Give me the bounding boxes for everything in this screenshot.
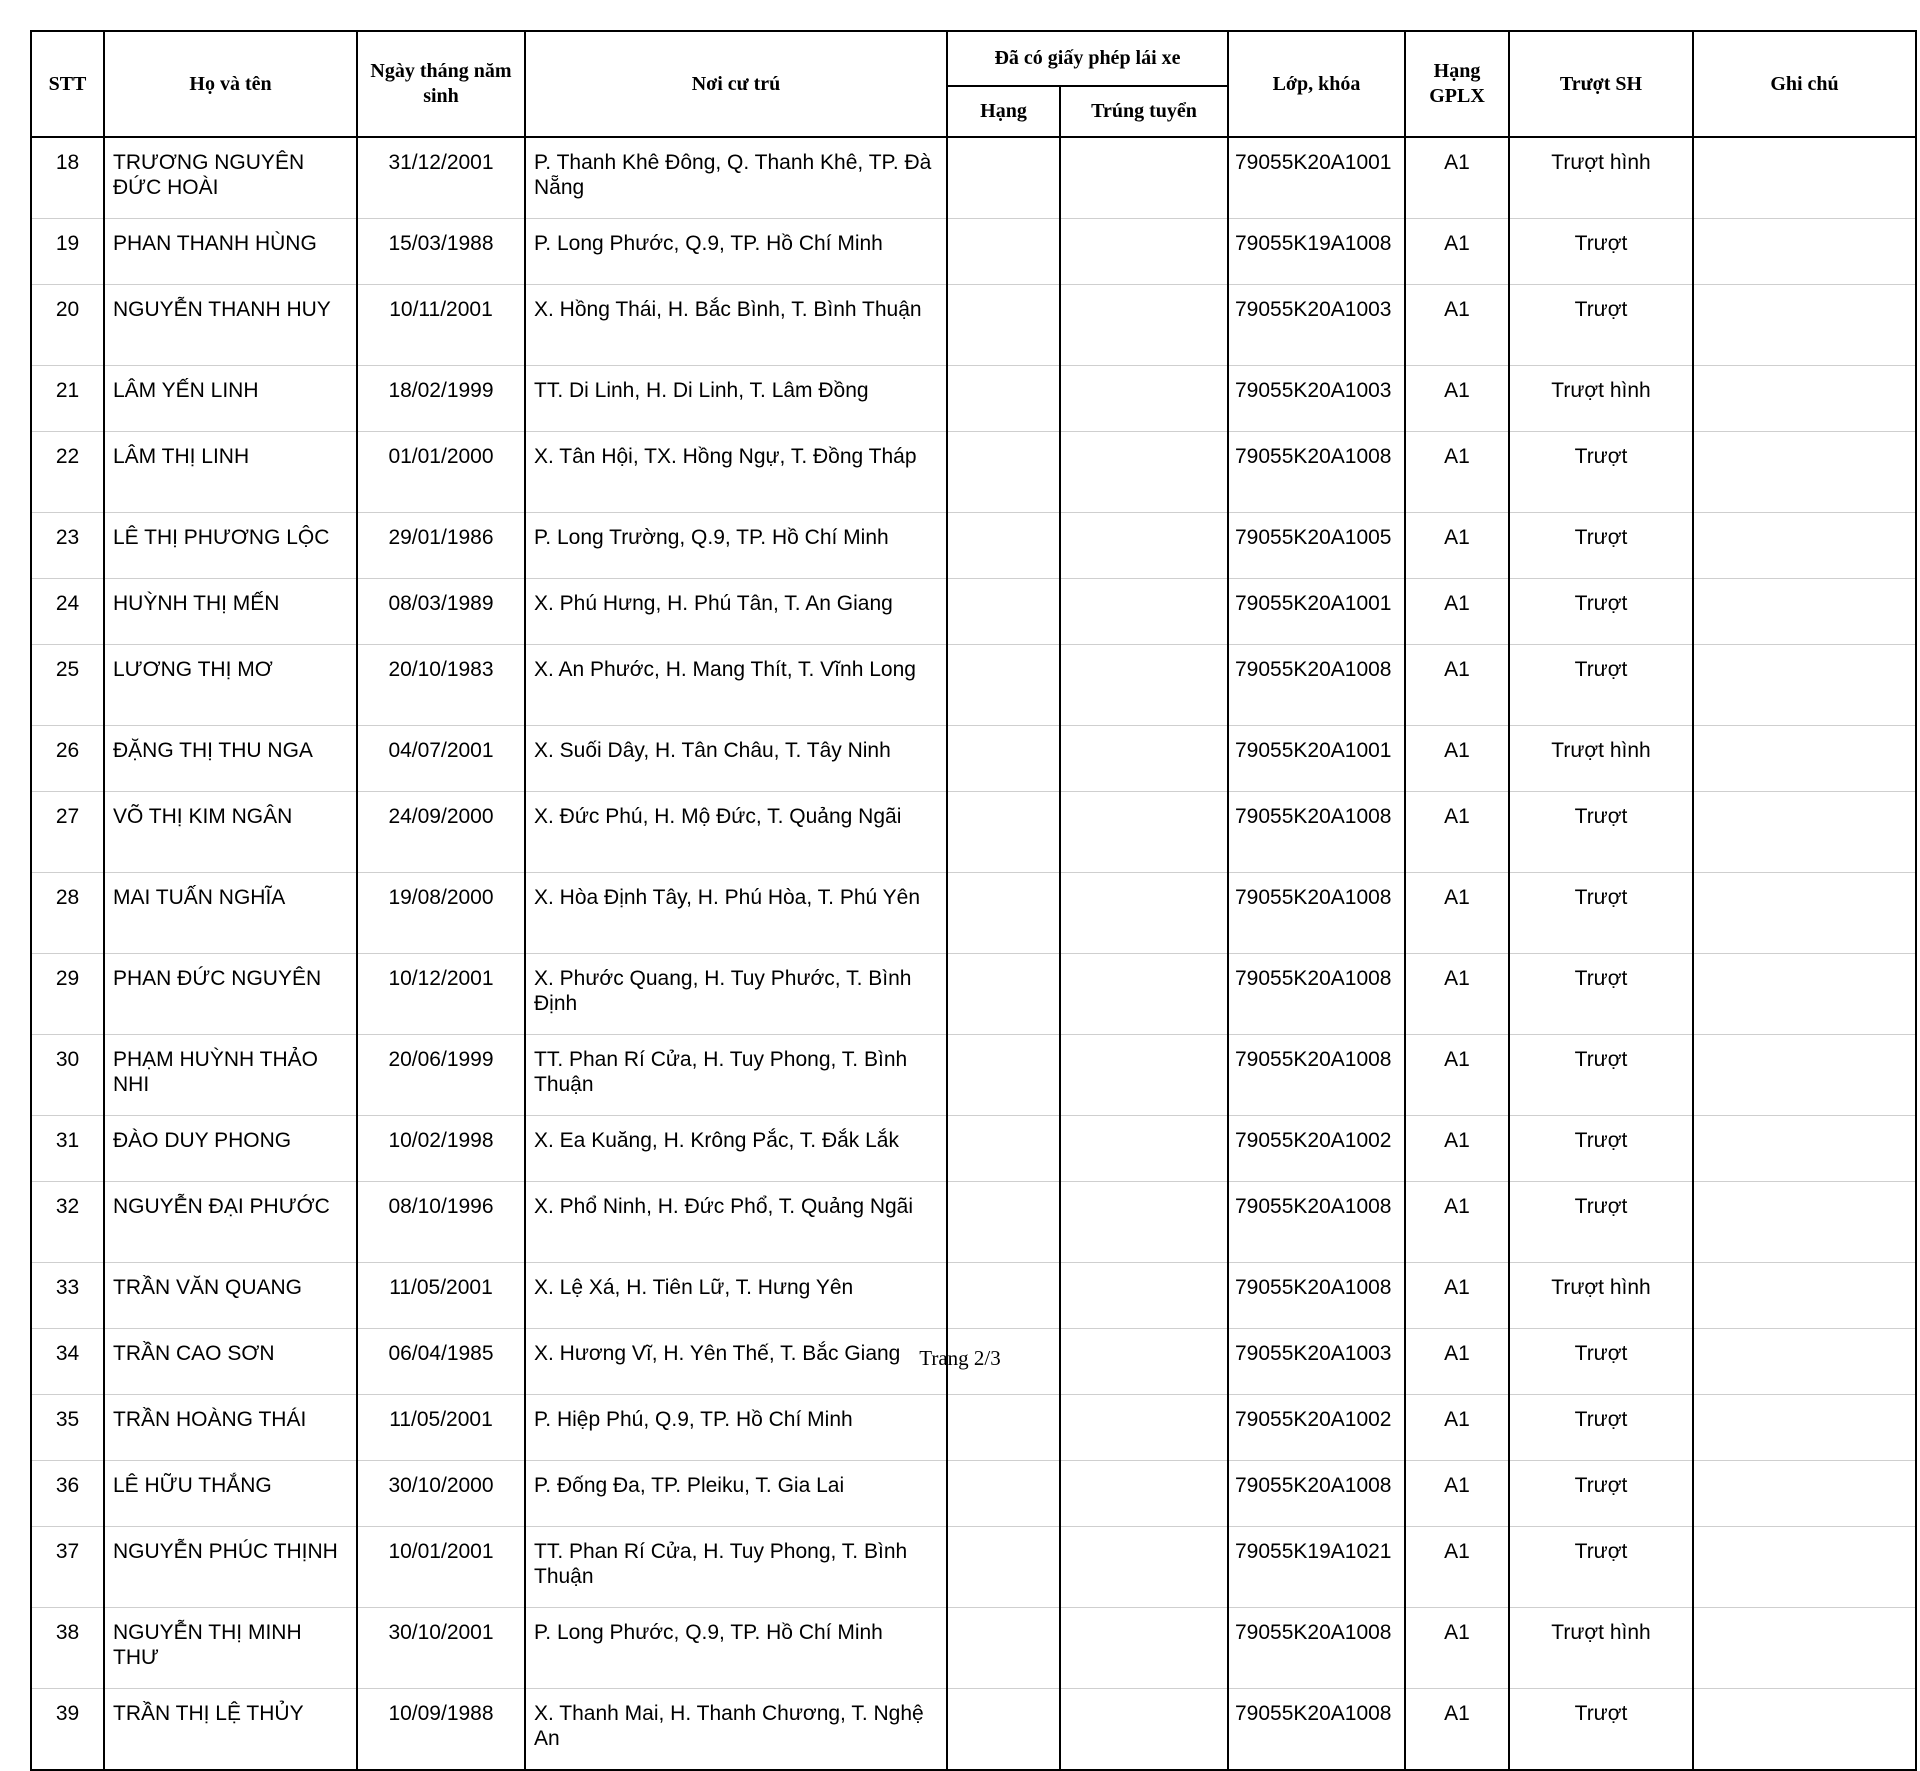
- cell-result: Trượt hình: [1509, 1608, 1693, 1689]
- cell-dob: 06/04/1985: [357, 1329, 525, 1395]
- cell-name: LƯƠNG THỊ MƠ: [104, 645, 357, 726]
- cell-dob: 19/08/2000: [357, 873, 525, 954]
- cell-license-class: [947, 792, 1060, 873]
- cell-license-passed: [1060, 1182, 1228, 1263]
- cell-gplx: A1: [1405, 954, 1509, 1035]
- cell-name: NGUYỄN THỊ MINH THƯ: [104, 1608, 357, 1689]
- cell-note: [1693, 579, 1916, 645]
- cell-stt: 26: [31, 726, 104, 792]
- cell-class: 79055K20A1001: [1228, 579, 1405, 645]
- cell-license-passed: [1060, 1116, 1228, 1182]
- cell-gplx: A1: [1405, 366, 1509, 432]
- cell-note: [1693, 366, 1916, 432]
- cell-gplx: A1: [1405, 1035, 1509, 1116]
- cell-result: Trượt: [1509, 1116, 1693, 1182]
- cell-name: ĐÀO DUY PHONG: [104, 1116, 357, 1182]
- cell-license-passed: [1060, 1263, 1228, 1329]
- cell-name: HUỲNH THỊ MẾN: [104, 579, 357, 645]
- cell-class: 79055K20A1003: [1228, 285, 1405, 366]
- table-row: [31, 1263, 1916, 1329]
- cell-name: LÊ HỮU THẮNG: [104, 1461, 357, 1527]
- cell-gplx: A1: [1405, 219, 1509, 285]
- cell-dob: 10/02/1998: [357, 1116, 525, 1182]
- cell-license-class: [947, 1116, 1060, 1182]
- cell-gplx: A1: [1405, 285, 1509, 366]
- cell-license-passed: [1060, 645, 1228, 726]
- cell-stt: 31: [31, 1116, 104, 1182]
- cell-address: TT. Phan Rí Cửa, H. Tuy Phong, T. Bình Thuận: [525, 1527, 947, 1608]
- cell-note: [1693, 1608, 1916, 1689]
- cell-license-class: [947, 726, 1060, 792]
- cell-stt: 19: [31, 219, 104, 285]
- header-stt: STT: [31, 31, 104, 137]
- cell-result: Trượt: [1509, 219, 1693, 285]
- header-gplx: Hạng GPLX: [1405, 31, 1509, 137]
- cell-gplx: A1: [1405, 873, 1509, 954]
- cell-note: [1693, 432, 1916, 513]
- cell-class: 79055K20A1008: [1228, 954, 1405, 1035]
- header-name: Họ và tên: [104, 31, 357, 137]
- cell-license-class: [947, 873, 1060, 954]
- cell-class: 79055K20A1008: [1228, 792, 1405, 873]
- cell-name: TRƯƠNG NGUYÊN ĐỨC HOÀI: [104, 137, 357, 219]
- cell-dob: 24/09/2000: [357, 792, 525, 873]
- cell-license-class: [947, 1395, 1060, 1461]
- cell-result: Trượt: [1509, 1329, 1693, 1395]
- table-row: [31, 954, 1916, 1035]
- cell-address: P. Đống Đa, TP. Pleiku, T. Gia Lai: [525, 1461, 947, 1527]
- table-row: [31, 366, 1916, 432]
- cell-dob: 10/11/2001: [357, 285, 525, 366]
- cell-license-passed: [1060, 1689, 1228, 1771]
- table-row: [31, 432, 1916, 513]
- table-row: [31, 1116, 1916, 1182]
- cell-gplx: A1: [1405, 1116, 1509, 1182]
- table-header: [31, 31, 1916, 137]
- cell-dob: 20/06/1999: [357, 1035, 525, 1116]
- table-row: [31, 1035, 1916, 1116]
- cell-note: [1693, 1263, 1916, 1329]
- cell-gplx: A1: [1405, 137, 1509, 219]
- cell-class: 79055K20A1008: [1228, 1608, 1405, 1689]
- cell-result: Trượt: [1509, 792, 1693, 873]
- cell-class: 79055K20A1008: [1228, 1689, 1405, 1771]
- cell-name: PHAN THANH HÙNG: [104, 219, 357, 285]
- cell-license-class: [947, 432, 1060, 513]
- cell-license-passed: [1060, 579, 1228, 645]
- cell-license-passed: [1060, 1035, 1228, 1116]
- table-row: [31, 1182, 1916, 1263]
- cell-class: 79055K20A1008: [1228, 1182, 1405, 1263]
- cell-address: TT. Di Linh, H. Di Linh, T. Lâm Đồng: [525, 366, 947, 432]
- cell-name: PHAN ĐỨC NGUYÊN: [104, 954, 357, 1035]
- cell-class: 79055K20A1008: [1228, 1263, 1405, 1329]
- cell-license-class: [947, 137, 1060, 219]
- cell-license-class: [947, 1182, 1060, 1263]
- cell-stt: 38: [31, 1608, 104, 1689]
- cell-result: Trượt: [1509, 513, 1693, 579]
- cell-gplx: A1: [1405, 1263, 1509, 1329]
- cell-note: [1693, 1035, 1916, 1116]
- table-row: [31, 1527, 1916, 1608]
- cell-license-class: [947, 1689, 1060, 1771]
- cell-dob: 10/01/2001: [357, 1527, 525, 1608]
- cell-note: [1693, 1689, 1916, 1771]
- cell-class: 79055K20A1002: [1228, 1395, 1405, 1461]
- cell-gplx: A1: [1405, 1182, 1509, 1263]
- cell-note: [1693, 285, 1916, 366]
- cell-address: X. Phước Quang, H. Tuy Phước, T. Bình Định: [525, 954, 947, 1035]
- cell-address: P. Thanh Khê Đông, Q. Thanh Khê, TP. Đà Nẵng: [525, 137, 947, 219]
- cell-name: LÂM THỊ LINH: [104, 432, 357, 513]
- cell-gplx: A1: [1405, 726, 1509, 792]
- cell-class: 79055K20A1008: [1228, 1035, 1405, 1116]
- cell-license-passed: [1060, 1461, 1228, 1527]
- table-body: [31, 137, 1916, 1770]
- cell-address: TT. Phan Rí Cửa, H. Tuy Phong, T. Bình Thuận: [525, 1035, 947, 1116]
- cell-note: [1693, 1527, 1916, 1608]
- table-row: [31, 219, 1916, 285]
- results-sheet: [30, 30, 1915, 1771]
- cell-license-class: [947, 513, 1060, 579]
- cell-stt: 37: [31, 1527, 104, 1608]
- cell-stt: 28: [31, 873, 104, 954]
- cell-result: Trượt: [1509, 1395, 1693, 1461]
- cell-name: MAI TUẤN NGHĨA: [104, 873, 357, 954]
- cell-gplx: A1: [1405, 579, 1509, 645]
- cell-address: X. Hương Vĩ, H. Yên Thế, T. Bắc Giang: [525, 1329, 947, 1395]
- table-row: [31, 1608, 1916, 1689]
- cell-name: VÕ THỊ KIM NGÂN: [104, 792, 357, 873]
- cell-license-passed: [1060, 873, 1228, 954]
- cell-note: [1693, 1116, 1916, 1182]
- cell-gplx: A1: [1405, 513, 1509, 579]
- cell-license-class: [947, 645, 1060, 726]
- table-row: [31, 1461, 1916, 1527]
- cell-result: Trượt hình: [1509, 1263, 1693, 1329]
- table-row: [31, 1689, 1916, 1771]
- cell-address: X. Lệ Xá, H. Tiên Lữ, T. Hưng Yên: [525, 1263, 947, 1329]
- cell-stt: 23: [31, 513, 104, 579]
- cell-license-passed: [1060, 792, 1228, 873]
- cell-stt: 39: [31, 1689, 104, 1771]
- cell-dob: 15/03/1988: [357, 219, 525, 285]
- table-row: [31, 137, 1916, 219]
- table-row: [31, 579, 1916, 645]
- cell-name: NGUYỄN THANH HUY: [104, 285, 357, 366]
- cell-class: 79055K20A1005: [1228, 513, 1405, 579]
- cell-address: X. Thanh Mai, H. Thanh Chương, T. Nghệ An: [525, 1689, 947, 1771]
- cell-dob: 31/12/2001: [357, 137, 525, 219]
- cell-stt: 36: [31, 1461, 104, 1527]
- cell-class: 79055K20A1008: [1228, 873, 1405, 954]
- header-address: Nơi cư trú: [525, 31, 947, 137]
- cell-license-class: [947, 1035, 1060, 1116]
- cell-address: P. Hiệp Phú, Q.9, TP. Hồ Chí Minh: [525, 1395, 947, 1461]
- cell-note: [1693, 1395, 1916, 1461]
- cell-result: Trượt: [1509, 285, 1693, 366]
- cell-dob: 08/03/1989: [357, 579, 525, 645]
- cell-license-class: [947, 1461, 1060, 1527]
- cell-license-passed: [1060, 219, 1228, 285]
- cell-name: LÊ THỊ PHƯƠNG LỘC: [104, 513, 357, 579]
- cell-result: Trượt hình: [1509, 366, 1693, 432]
- table-row: [31, 513, 1916, 579]
- table-row: [31, 726, 1916, 792]
- cell-class: 79055K19A1021: [1228, 1527, 1405, 1608]
- cell-stt: 33: [31, 1263, 104, 1329]
- cell-license-class: [947, 1527, 1060, 1608]
- cell-license-passed: [1060, 954, 1228, 1035]
- cell-result: Trượt: [1509, 1689, 1693, 1771]
- cell-name: PHẠM HUỲNH THẢO NHI: [104, 1035, 357, 1116]
- cell-note: [1693, 954, 1916, 1035]
- cell-license-class: [947, 285, 1060, 366]
- cell-license-passed: [1060, 1608, 1228, 1689]
- cell-class: 79055K20A1002: [1228, 1116, 1405, 1182]
- cell-gplx: A1: [1405, 1329, 1509, 1395]
- table-row: [31, 1395, 1916, 1461]
- cell-name: ĐẶNG THỊ THU NGA: [104, 726, 357, 792]
- cell-class: 79055K20A1003: [1228, 1329, 1405, 1395]
- cell-license-passed: [1060, 726, 1228, 792]
- cell-gplx: A1: [1405, 1461, 1509, 1527]
- page-number: Trang 2/3: [919, 1346, 1001, 1370]
- cell-class: 79055K20A1008: [1228, 1461, 1405, 1527]
- cell-stt: 35: [31, 1395, 104, 1461]
- cell-result: Trượt: [1509, 1527, 1693, 1608]
- cell-class: 79055K20A1008: [1228, 432, 1405, 513]
- cell-license-passed: [1060, 513, 1228, 579]
- header-dob: Ngày tháng năm sinh: [357, 31, 525, 137]
- cell-stt: 29: [31, 954, 104, 1035]
- header-result: Trượt SH: [1509, 31, 1693, 137]
- cell-address: X. Đức Phú, H. Mộ Đức, T. Quảng Ngãi: [525, 792, 947, 873]
- cell-address: X. Hồng Thái, H. Bắc Bình, T. Bình Thuận: [525, 285, 947, 366]
- cell-license-class: [947, 219, 1060, 285]
- cell-dob: 10/09/1988: [357, 1689, 525, 1771]
- cell-class: 79055K20A1008: [1228, 645, 1405, 726]
- cell-result: Trượt: [1509, 579, 1693, 645]
- cell-result: Trượt hình: [1509, 726, 1693, 792]
- cell-dob: 29/01/1986: [357, 513, 525, 579]
- cell-note: [1693, 513, 1916, 579]
- cell-address: X. Hòa Định Tây, H. Phú Hòa, T. Phú Yên: [525, 873, 947, 954]
- cell-gplx: A1: [1405, 1395, 1509, 1461]
- cell-license-class: [947, 366, 1060, 432]
- cell-name: TRẦN HOÀNG THÁI: [104, 1395, 357, 1461]
- cell-dob: 11/05/2001: [357, 1263, 525, 1329]
- header-license-passed: Trúng tuyển: [1060, 86, 1228, 137]
- cell-stt: 25: [31, 645, 104, 726]
- cell-address: X. Ea Kuăng, H. Krông Pắc, T. Đắk Lắk: [525, 1116, 947, 1182]
- cell-address: X. Suối Dây, H. Tân Châu, T. Tây Ninh: [525, 726, 947, 792]
- cell-name: NGUYỄN ĐẠI PHƯỚC: [104, 1182, 357, 1263]
- cell-result: Trượt: [1509, 645, 1693, 726]
- table-row: [31, 792, 1916, 873]
- cell-license-class: [947, 1608, 1060, 1689]
- cell-stt: 24: [31, 579, 104, 645]
- header-note: Ghi chú: [1693, 31, 1916, 137]
- cell-license-class: [947, 1263, 1060, 1329]
- cell-dob: 08/10/1996: [357, 1182, 525, 1263]
- cell-license-passed: [1060, 432, 1228, 513]
- cell-gplx: A1: [1405, 1527, 1509, 1608]
- cell-address: X. Tân Hội, TX. Hồng Ngự, T. Đồng Tháp: [525, 432, 947, 513]
- cell-name: NGUYỄN PHÚC THỊNH: [104, 1527, 357, 1608]
- cell-gplx: A1: [1405, 645, 1509, 726]
- cell-stt: 27: [31, 792, 104, 873]
- cell-result: Trượt: [1509, 1035, 1693, 1116]
- cell-note: [1693, 137, 1916, 219]
- cell-dob: 30/10/2000: [357, 1461, 525, 1527]
- cell-class: 79055K20A1003: [1228, 366, 1405, 432]
- cell-gplx: A1: [1405, 792, 1509, 873]
- cell-note: [1693, 645, 1916, 726]
- table-row: [31, 873, 1916, 954]
- cell-result: Trượt: [1509, 1182, 1693, 1263]
- failed-candidates-table: [30, 30, 1917, 1771]
- cell-class: 79055K20A1001: [1228, 726, 1405, 792]
- cell-name: LÂM YẾN LINH: [104, 366, 357, 432]
- cell-result: Trượt: [1509, 954, 1693, 1035]
- cell-license-passed: [1060, 1527, 1228, 1608]
- cell-stt: 18: [31, 137, 104, 219]
- cell-address: P. Long Trường, Q.9, TP. Hồ Chí Minh: [525, 513, 947, 579]
- cell-result: Trượt: [1509, 873, 1693, 954]
- cell-class: 79055K20A1001: [1228, 137, 1405, 219]
- cell-name: TRẦN CAO SƠN: [104, 1329, 357, 1395]
- cell-class: 79055K19A1008: [1228, 219, 1405, 285]
- cell-dob: 01/01/2000: [357, 432, 525, 513]
- cell-license-class: [947, 579, 1060, 645]
- header-license-group: Đã có giấy phép lái xe: [947, 31, 1228, 86]
- cell-name: TRẦN THỊ LỆ THỦY: [104, 1689, 357, 1771]
- cell-dob: 30/10/2001: [357, 1608, 525, 1689]
- cell-name: TRẦN VĂN QUANG: [104, 1263, 357, 1329]
- cell-license-passed: [1060, 285, 1228, 366]
- cell-result: Trượt: [1509, 1461, 1693, 1527]
- cell-dob: 10/12/2001: [357, 954, 525, 1035]
- table-row: [31, 285, 1916, 366]
- cell-stt: 21: [31, 366, 104, 432]
- cell-license-class: [947, 954, 1060, 1035]
- cell-stt: 20: [31, 285, 104, 366]
- cell-result: Trượt: [1509, 432, 1693, 513]
- cell-result: Trượt hình: [1509, 137, 1693, 219]
- header-class: Lớp, khóa: [1228, 31, 1405, 137]
- cell-address: X. Phú Hưng, H. Phú Tân, T. An Giang: [525, 579, 947, 645]
- cell-address: P. Long Phước, Q.9, TP. Hồ Chí Minh: [525, 1608, 947, 1689]
- cell-address: P. Long Phước, Q.9, TP. Hồ Chí Minh: [525, 219, 947, 285]
- cell-license-passed: [1060, 137, 1228, 219]
- cell-note: [1693, 726, 1916, 792]
- header-license-class: Hạng: [947, 86, 1060, 137]
- cell-dob: 20/10/1983: [357, 645, 525, 726]
- cell-license-passed: [1060, 1395, 1228, 1461]
- cell-stt: 34: [31, 1329, 104, 1395]
- cell-address: X. Phổ Ninh, H. Đức Phổ, T. Quảng Ngãi: [525, 1182, 947, 1263]
- cell-address: X. An Phước, H. Mang Thít, T. Vĩnh Long: [525, 645, 947, 726]
- cell-stt: 22: [31, 432, 104, 513]
- cell-note: [1693, 873, 1916, 954]
- cell-gplx: A1: [1405, 1608, 1509, 1689]
- cell-stt: 32: [31, 1182, 104, 1263]
- cell-note: [1693, 219, 1916, 285]
- cell-license-passed: [1060, 366, 1228, 432]
- cell-dob: 11/05/2001: [357, 1395, 525, 1461]
- cell-note: [1693, 1182, 1916, 1263]
- cell-note: [1693, 792, 1916, 873]
- cell-gplx: A1: [1405, 1689, 1509, 1771]
- cell-note: [1693, 1461, 1916, 1527]
- table-row: [31, 645, 1916, 726]
- cell-dob: 04/07/2001: [357, 726, 525, 792]
- cell-dob: 18/02/1999: [357, 366, 525, 432]
- cell-gplx: A1: [1405, 432, 1509, 513]
- cell-stt: 30: [31, 1035, 104, 1116]
